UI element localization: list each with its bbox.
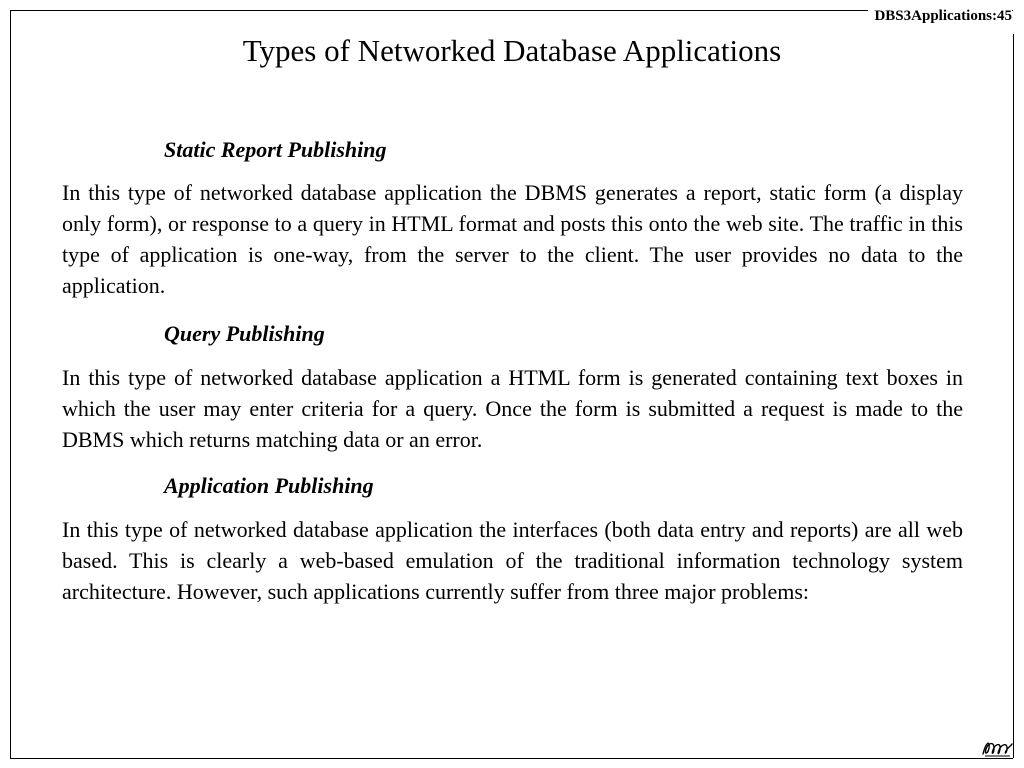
section-body-application-publishing: In this type of networked database application the interfaces (both data entry and reports) are all web based. This is clearly a web-based emulation of the traditional information technology system architecture. However, such applications currently suffer from three major problems:	[62, 517, 963, 604]
frame-border-bottom	[10, 758, 1013, 759]
scribble-logo-icon	[980, 736, 1014, 758]
section-body-query-publishing: In this type of networked database application a HTML form is generated containing text boxes in which the user may enter criteria for a query. Once the form is submitted a request is made to the DBMS which returns matching data or an error.	[62, 365, 963, 452]
frame-border-top	[10, 10, 1013, 11]
section-heading-application-publishing: Application Publishing	[164, 473, 374, 498]
slide-id: DBS3Applications:45	[868, 8, 1012, 25]
frame-border-left	[10, 10, 11, 758]
slide-title: Types of Networked Database Applications	[242, 33, 782, 68]
section-heading-query-publishing: Query Publishing	[164, 321, 325, 346]
section-heading-static-report: Static Report Publishing	[164, 137, 387, 162]
frame-border-right	[1013, 34, 1014, 758]
section-body-static-report: In this type of networked database application the DBMS generates a report, static form (a display only form), or response to a query in HTML format and posts this onto the web site. The traffic in this type of application is one-way, from the server to the client. The user provides no data to the application.	[62, 180, 963, 298]
